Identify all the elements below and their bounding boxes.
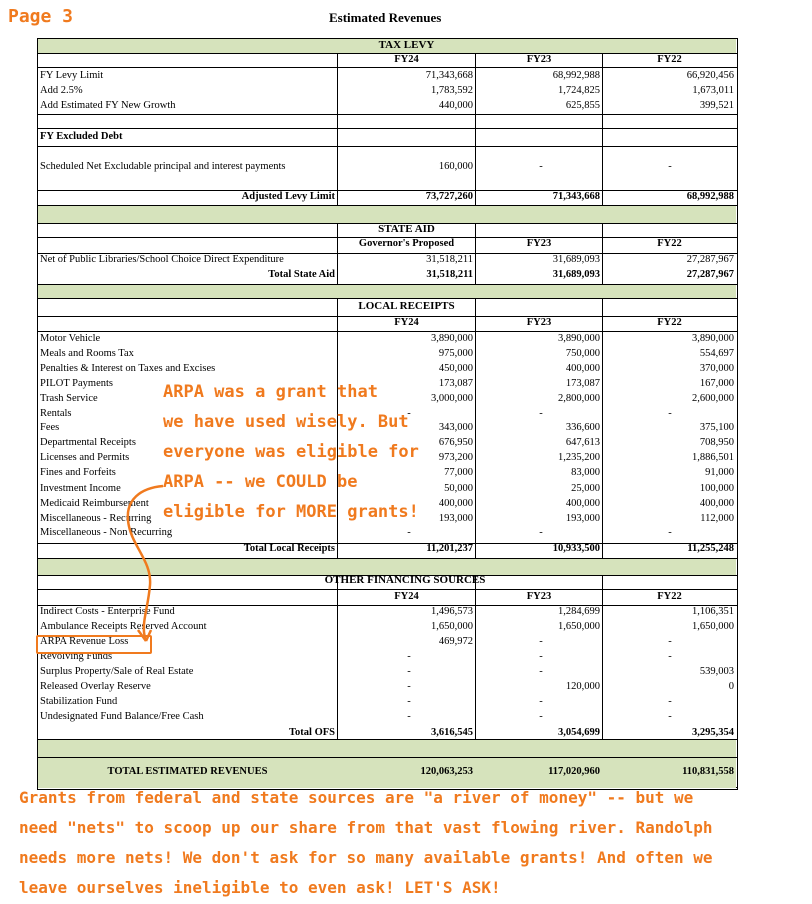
column-header: FY22 xyxy=(657,317,682,328)
cell-value: 973,200 xyxy=(438,452,473,463)
row-label: Meals and Rooms Tax xyxy=(40,348,134,359)
cell-value: 400,000 xyxy=(699,498,734,509)
row-label: Departmental Receipts xyxy=(40,437,136,448)
cell-value: 193,000 xyxy=(438,513,473,524)
cell-value: - xyxy=(539,651,543,662)
page-label: Page 3 xyxy=(8,6,74,27)
cell-value: 554,697 xyxy=(699,348,734,359)
total-label: Total State Aid xyxy=(268,269,335,280)
row-label: Add Estimated FY New Growth xyxy=(40,100,176,111)
arpa-annotation-line: everyone was eligible for xyxy=(163,442,419,462)
bottom-annotation-line: Grants from federal and state sources are "a river of money" -- but we xyxy=(19,788,694,807)
column-header: FY24 xyxy=(394,317,419,328)
cell-value: 91,000 xyxy=(705,467,734,478)
document-title: Estimated Revenues xyxy=(329,10,442,25)
cell-value: 343,000 xyxy=(438,422,473,433)
row-label: Net of Public Libraries/School Choice Direct Expenditure xyxy=(40,254,284,265)
cell-value: - xyxy=(407,408,411,419)
cell-value: - xyxy=(539,161,543,172)
cell-value: 647,613 xyxy=(565,437,600,448)
cell-value: 112,000 xyxy=(700,513,734,524)
cell-value: 73,727,260 xyxy=(425,191,473,202)
cell-value: 1,650,000 xyxy=(692,621,734,632)
cell-value: 83,000 xyxy=(571,467,600,478)
cell-value: 469,972 xyxy=(438,636,473,647)
total-label: Adjusted Levy Limit xyxy=(241,191,335,202)
section-title: OTHER FINANCING SOURCES xyxy=(324,574,486,586)
cell-value: 25,000 xyxy=(571,483,600,494)
cell-value: 400,000 xyxy=(565,498,600,509)
row-label: Add 2.5% xyxy=(40,85,83,96)
row-label: Miscellaneous - Recurring xyxy=(40,513,152,524)
cell-value: - xyxy=(539,527,543,538)
cell-value: 3,054,699 xyxy=(558,727,600,738)
row-label: Medicaid Reimbursement xyxy=(40,498,149,509)
bottom-annotation-line: need "nets" to scoop up our share from that vast flowing river. Randolph xyxy=(19,818,713,837)
row-label: PILOT Payments xyxy=(40,378,114,389)
cell-value: 3,890,000 xyxy=(692,333,734,344)
cell-value: 336,600 xyxy=(565,422,600,433)
cell-value: 625,855 xyxy=(565,100,600,111)
cell-value: - xyxy=(668,408,672,419)
row-label: FY Levy Limit xyxy=(40,70,104,81)
cell-value: - xyxy=(668,651,672,662)
cell-value: 375,100 xyxy=(699,422,734,433)
cell-value: - xyxy=(407,711,411,722)
row-label: Licenses and Permits xyxy=(40,452,130,463)
cell-value: 399,521 xyxy=(699,100,734,111)
column-header: FY23 xyxy=(526,238,552,249)
grand-total-label: TOTAL ESTIMATED REVENUES xyxy=(107,766,268,777)
cell-value: 27,287,967 xyxy=(686,254,734,265)
cell-value: 167,000 xyxy=(699,378,734,389)
cell-value: - xyxy=(539,696,543,707)
row-label: Surplus Property/Sale of Real Estate xyxy=(40,666,194,677)
cell-value: 440,000 xyxy=(438,100,473,111)
bottom-annotation-line: needs more nets! We don't ask for so many available grants! And often we xyxy=(19,848,713,867)
cell-value: - xyxy=(668,711,672,722)
row-label: Released Overlay Reserve xyxy=(40,681,151,692)
cell-value: 117,020,960 xyxy=(548,766,600,777)
column-header: FY22 xyxy=(657,54,682,65)
cell-value: 3,000,000 xyxy=(431,393,473,404)
cell-value: 3,295,354 xyxy=(692,727,734,738)
row-label: Undesignated Fund Balance/Free Cash xyxy=(40,711,204,722)
cell-value: 110,831,558 xyxy=(682,766,734,777)
cell-value: 27,287,967 xyxy=(686,269,734,280)
cell-value: 2,800,000 xyxy=(558,393,600,404)
cell-value: 1,783,592 xyxy=(431,85,473,96)
row-label: Penalties & Interest on Taxes and Excises xyxy=(40,363,216,374)
row-label: Scheduled Net Excludable principal and interest payments xyxy=(40,161,286,172)
cell-value: 400,000 xyxy=(565,363,600,374)
cell-value: 68,992,988 xyxy=(686,191,734,202)
cell-value: 71,343,668 xyxy=(425,70,473,81)
cell-value: 3,890,000 xyxy=(558,333,600,344)
column-header: FY23 xyxy=(526,317,552,328)
cell-value: 0 xyxy=(728,681,734,692)
cell-value: - xyxy=(668,696,672,707)
cell-value: 3,890,000 xyxy=(431,333,473,344)
cell-value: - xyxy=(407,681,411,692)
row-label: Fines and Forfeits xyxy=(40,467,116,478)
cell-value: - xyxy=(407,651,411,662)
cell-value: 450,000 xyxy=(438,363,473,374)
row-label: Indirect Costs - Enterprise Fund xyxy=(40,606,175,617)
row-label: FY Excluded Debt xyxy=(40,131,123,142)
cell-value: 539,003 xyxy=(699,666,734,677)
arpa-annotation-line: ARPA -- we COULD be xyxy=(163,472,358,492)
cell-value: 3,616,545 xyxy=(431,727,473,738)
cell-value: 68,992,988 xyxy=(552,70,600,81)
cell-value: 120,063,253 xyxy=(420,766,473,777)
row-label: Stabilization Fund xyxy=(40,696,118,707)
cell-value: 77,000 xyxy=(444,467,473,478)
section-title: TAX LEVY xyxy=(378,39,435,51)
cell-value: - xyxy=(539,408,543,419)
cell-value: 1,724,825 xyxy=(558,85,600,96)
cell-value: 1,496,573 xyxy=(431,606,473,617)
row-label: ARPA Revenue Loss xyxy=(40,636,129,647)
cell-value: 173,087 xyxy=(438,378,473,389)
row-label: Revolving Funds xyxy=(40,651,113,662)
cell-value: 1,650,000 xyxy=(558,621,600,632)
cell-value: 71,343,668 xyxy=(552,191,600,202)
cell-value: 975,000 xyxy=(438,348,473,359)
cell-value: - xyxy=(407,696,411,707)
cell-value: - xyxy=(539,711,543,722)
cell-value: 1,886,501 xyxy=(692,452,734,463)
column-header: FY22 xyxy=(657,591,682,602)
row-label: Rentals xyxy=(40,408,72,419)
cell-value: 173,087 xyxy=(565,378,600,389)
cell-value: - xyxy=(539,666,543,677)
column-header: FY24 xyxy=(394,591,419,602)
arpa-annotation-line: ARPA was a grant that xyxy=(163,382,378,402)
column-header: FY23 xyxy=(526,591,552,602)
cell-value: 100,000 xyxy=(699,483,734,494)
cell-value: 31,518,211 xyxy=(426,269,473,280)
cell-value: 2,600,000 xyxy=(692,393,734,404)
cell-value: 11,201,237 xyxy=(426,543,473,554)
column-header: FY22 xyxy=(657,238,682,249)
cell-value: 370,000 xyxy=(699,363,734,374)
cell-value: 50,000 xyxy=(444,483,473,494)
cell-value: 1,284,699 xyxy=(558,606,600,617)
cell-value: 1,235,200 xyxy=(558,452,600,463)
cell-value: 676,950 xyxy=(438,437,473,448)
cell-value: 11,255,248 xyxy=(687,543,734,554)
column-header: Governor's Proposed xyxy=(358,238,455,249)
cell-value: 10,933,500 xyxy=(552,543,600,554)
column-header: FY24 xyxy=(394,54,419,65)
cell-value: 31,689,093 xyxy=(552,269,600,280)
cell-value: - xyxy=(668,636,672,647)
section-title: STATE AID xyxy=(378,223,435,235)
cell-value: - xyxy=(668,527,672,538)
row-label: Trash Service xyxy=(40,393,98,404)
cell-value: 1,106,351 xyxy=(692,606,734,617)
row-label: Investment Income xyxy=(40,483,121,494)
cell-value: 160,000 xyxy=(438,161,473,172)
cell-value: 1,650,000 xyxy=(431,621,473,632)
arpa-annotation-line: eligible for MORE grants! xyxy=(163,502,419,522)
cell-value: - xyxy=(539,636,543,647)
cell-value: - xyxy=(668,161,672,172)
row-label: Motor Vehicle xyxy=(40,333,101,344)
bottom-annotation-line: leave ourselves ineligible to even ask! LET'S ASK! xyxy=(19,878,501,897)
cell-value: 708,950 xyxy=(699,437,734,448)
section-title: LOCAL RECEIPTS xyxy=(358,300,455,312)
cell-value: - xyxy=(407,666,411,677)
cell-value: 31,518,211 xyxy=(426,254,473,265)
total-label: Total OFS xyxy=(289,727,335,738)
row-label: Miscellaneous - Non Recurring xyxy=(40,527,173,538)
cell-value: 193,000 xyxy=(565,513,600,524)
cell-value: 120,000 xyxy=(565,681,600,692)
column-header: FY23 xyxy=(526,54,552,65)
cell-value: 66,920,456 xyxy=(686,70,734,81)
cell-value: 31,689,093 xyxy=(552,254,600,265)
cell-value: 1,673,011 xyxy=(692,85,734,96)
row-label: Fees xyxy=(40,422,60,433)
cell-value: 750,000 xyxy=(565,348,600,359)
row-label: Ambulance Receipts Reserved Account xyxy=(40,621,207,632)
cell-value: - xyxy=(407,527,411,538)
arpa-highlight-box xyxy=(36,635,152,654)
cell-value: 400,000 xyxy=(438,498,473,509)
total-label: Total Local Receipts xyxy=(243,543,335,554)
arpa-annotation-line: we have used wisely. But xyxy=(163,412,409,432)
